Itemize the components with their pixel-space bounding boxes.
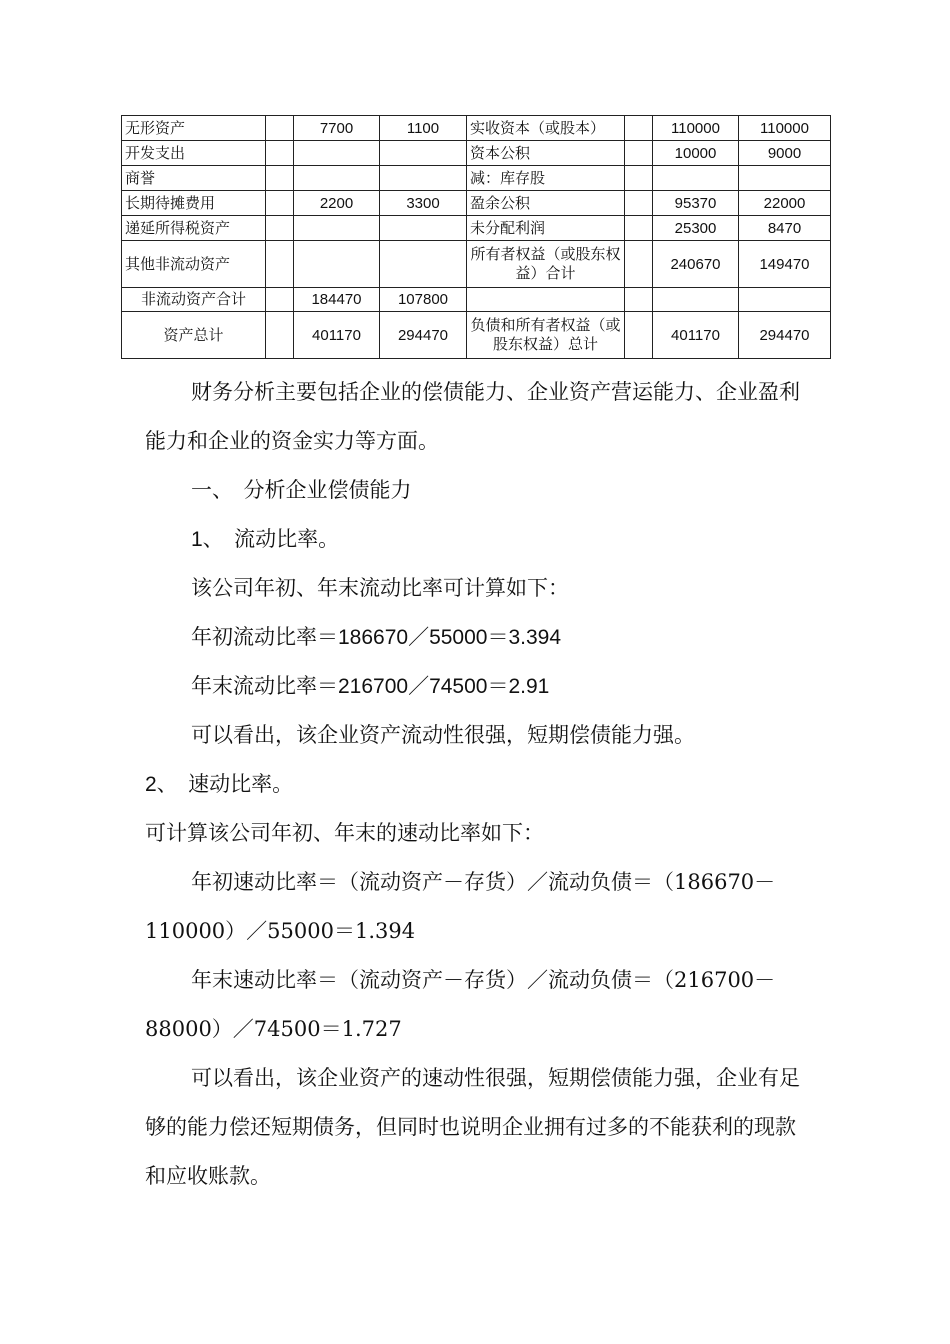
table-row bbox=[122, 288, 831, 312]
left-end-value bbox=[380, 216, 467, 241]
formula-line: 年末流动比率＝216700／74500＝2.91 bbox=[191, 675, 550, 698]
right-note-cell bbox=[625, 288, 653, 312]
right-item-label: 负债和所有者权益（或股东权益）总计 bbox=[467, 312, 625, 359]
table-row bbox=[122, 241, 831, 288]
right-begin-value: 25300 bbox=[653, 216, 739, 241]
table-row bbox=[122, 116, 831, 141]
right-end-value: 22000 bbox=[739, 191, 831, 216]
left-begin-value: 2200 bbox=[294, 191, 380, 216]
right-note-cell bbox=[625, 141, 653, 166]
left-item-label: 资产总计 bbox=[122, 312, 266, 359]
left-begin-value: 184470 bbox=[294, 288, 380, 312]
left-item-label: 开发支出 bbox=[122, 141, 266, 166]
section-heading: 一、 分析企业偿债能力 bbox=[191, 478, 412, 502]
left-note-cell bbox=[266, 191, 294, 216]
left-item-label: 其他非流动资产 bbox=[122, 241, 266, 288]
right-end-value: 8470 bbox=[739, 216, 831, 241]
right-begin-value: 240670 bbox=[653, 241, 739, 288]
left-end-value bbox=[380, 141, 467, 166]
right-note-cell bbox=[625, 241, 653, 288]
left-begin-value bbox=[294, 166, 380, 191]
right-item-label: 资本公积 bbox=[467, 141, 625, 166]
left-item-label: 非流动资产合计 bbox=[122, 288, 266, 312]
right-end-value: 149470 bbox=[739, 241, 831, 288]
table-row bbox=[122, 216, 831, 241]
body-paragraph: 可计算该公司年初、年末的速动比率如下： bbox=[145, 821, 544, 845]
formula-line: 年初速动比率＝（流动资产－存货）／流动负债＝（186670－110000）／55000＝1.394 bbox=[145, 870, 776, 943]
right-item-label: 所有者权益（或股东权益）合计 bbox=[467, 241, 625, 288]
left-note-cell bbox=[266, 312, 294, 359]
body-paragraph: 可以看出，该企业资产流动性很强，短期偿债能力强。 bbox=[191, 723, 695, 747]
right-begin-value: 401170 bbox=[653, 312, 739, 359]
right-end-value: 110000 bbox=[739, 116, 831, 141]
left-note-cell bbox=[266, 216, 294, 241]
left-end-value: 107800 bbox=[380, 288, 467, 312]
right-begin-value bbox=[653, 288, 739, 312]
left-begin-value bbox=[294, 141, 380, 166]
left-begin-value: 401170 bbox=[294, 312, 380, 359]
left-end-value: 3300 bbox=[380, 191, 467, 216]
right-end-value: 9000 bbox=[739, 141, 831, 166]
right-note-cell bbox=[625, 166, 653, 191]
formula-line: 年末速动比率＝（流动资产－存货）／流动负债＝（216700－88000）／74500＝1.727 bbox=[145, 968, 776, 1041]
left-item-label: 无形资产 bbox=[122, 116, 266, 141]
left-end-value: 294470 bbox=[380, 312, 467, 359]
table-row bbox=[122, 191, 831, 216]
conclusion-paragraph: 可以看出，该企业资产的速动性很强，短期偿债能力强，企业有足够的能力偿还短期债务，但同时也说明企业拥有过多的不能获利的现款和应收账款。 bbox=[145, 1066, 800, 1188]
right-item-label: 盈余公积 bbox=[467, 191, 625, 216]
right-item-label: 未分配利润 bbox=[467, 216, 625, 241]
left-note-cell bbox=[266, 116, 294, 141]
right-note-cell bbox=[625, 312, 653, 359]
left-note-cell bbox=[266, 166, 294, 191]
subsection-heading: 2、 速动比率。 bbox=[145, 773, 294, 796]
right-note-cell bbox=[625, 116, 653, 141]
left-item-label: 长期待摊费用 bbox=[122, 191, 266, 216]
right-item-label: 减：库存股 bbox=[467, 166, 625, 191]
right-begin-value: 95370 bbox=[653, 191, 739, 216]
left-note-cell bbox=[266, 241, 294, 288]
right-end-value bbox=[739, 166, 831, 191]
right-begin-value: 10000 bbox=[653, 141, 739, 166]
left-item-label: 递延所得税资产 bbox=[122, 216, 266, 241]
right-item-label bbox=[467, 288, 625, 312]
left-end-value bbox=[380, 166, 467, 191]
right-begin-value: 110000 bbox=[653, 116, 739, 141]
left-begin-value: 7700 bbox=[294, 116, 380, 141]
right-note-cell bbox=[625, 191, 653, 216]
left-end-value: 1100 bbox=[380, 116, 467, 141]
right-begin-value bbox=[653, 166, 739, 191]
analysis-text bbox=[145, 368, 815, 1201]
subsection-heading: 1、 流动比率。 bbox=[191, 528, 340, 551]
right-end-value bbox=[739, 288, 831, 312]
intro-paragraph: 财务分析主要包括企业的偿债能力、企业资产营运能力、企业盈利能力和企业的资金实力等方面。 bbox=[145, 380, 800, 453]
left-note-cell bbox=[266, 288, 294, 312]
left-item-label: 商誉 bbox=[122, 166, 266, 191]
table-row bbox=[122, 166, 831, 191]
right-item-label: 实收资本（或股本） bbox=[467, 116, 625, 141]
formula-line: 年初流动比率＝186670／55000＝3.394 bbox=[191, 626, 562, 649]
left-begin-value bbox=[294, 216, 380, 241]
body-paragraph: 该公司年初、年末流动比率可计算如下： bbox=[191, 576, 569, 600]
right-note-cell bbox=[625, 216, 653, 241]
left-end-value bbox=[380, 241, 467, 288]
table-row bbox=[122, 141, 831, 166]
left-note-cell bbox=[266, 141, 294, 166]
right-end-value: 294470 bbox=[739, 312, 831, 359]
balance-sheet-table bbox=[121, 115, 831, 359]
table-row bbox=[122, 312, 831, 359]
left-begin-value bbox=[294, 241, 380, 288]
